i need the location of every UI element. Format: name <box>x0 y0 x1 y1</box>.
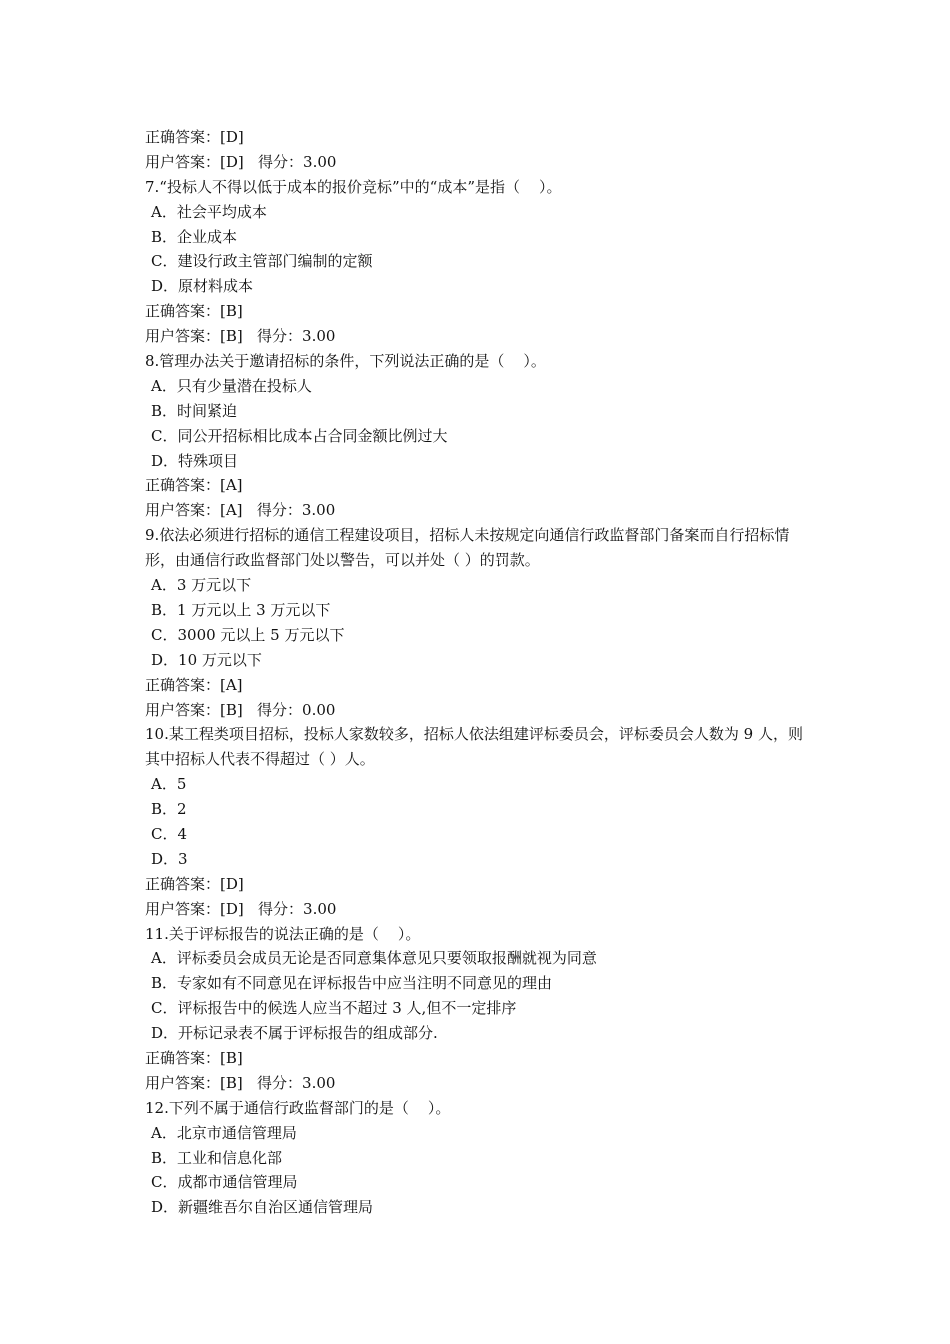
question-stem: 11.关于评标报告的说法正确的是（ ）。 <box>145 924 421 943</box>
option-a: A．3 万元以下 <box>151 576 252 595</box>
document-page <box>145 125 815 1220</box>
correct-answer: 正确答案：[D] <box>145 128 244 146</box>
option-a: A．社会平均成本 <box>151 202 267 221</box>
option-c: C．同公开招标相比成本占合同金额比例过大 <box>151 426 448 445</box>
option-a: A．评标委员会成员无论是否同意集体意见只要领取报酬就视为同意 <box>151 949 597 968</box>
question-stem: 7.“投标人不得以低于成本的报价竞标”中的“成本”是指（ ）。 <box>145 177 562 196</box>
option-b: B．时间紧迫 <box>151 401 238 420</box>
correct-answer: 正确答案：[A] <box>145 675 243 694</box>
correct-answer: 正确答案：[A] <box>145 476 243 495</box>
option-a: A．只有少量潜在投标人 <box>151 376 312 395</box>
user-answer-score: 用户答案：[D] 得分：3.00 <box>145 899 337 918</box>
user-answer-score: 用户答案：[B] 得分：3.00 <box>145 1073 336 1092</box>
option-d: D．10 万元以下 <box>151 650 262 669</box>
option-d: D．特殊项目 <box>151 451 239 470</box>
user-answer-score: 用户答案：[B] 得分：0.00 <box>145 700 336 719</box>
option-d: D．新疆维吾尔自治区通信管理局 <box>151 1198 374 1217</box>
option-b: B．企业成本 <box>151 227 238 246</box>
user-answer-score: 用户答案：[B] 得分：3.00 <box>145 327 336 346</box>
question-stem: 10.某工程类项目招标，投标人家数较多，招标人依法组建评标委员会，评标委员会人数为 9 人，则其中招标人代表不得超过（ ）人。 <box>145 725 803 769</box>
option-c: C．建设行政主管部门编制的定额 <box>151 252 373 271</box>
option-a: A．5 <box>151 775 187 794</box>
option-c: C．成都市通信管理局 <box>151 1173 298 1192</box>
question-stem: 12.下列不属于通信行政监督部门的是（ ）。 <box>145 1098 451 1117</box>
option-c: C．评标报告中的候选人应当不超过 3 人,但不一定排序 <box>151 999 517 1018</box>
option-b: B．2 <box>151 800 187 819</box>
option-b: B．1 万元以上 3 万元以下 <box>151 600 331 619</box>
option-a: A．北京市通信管理局 <box>151 1123 297 1142</box>
correct-answer: 正确答案：[B] <box>145 302 243 321</box>
option-d: D．3 <box>151 849 188 868</box>
user-answer-score: 用户答案：[A] 得分：3.00 <box>145 501 336 520</box>
user-answer-score: 用户答案：[D] 得分：3.00 <box>145 152 337 171</box>
option-c: C．3000 元以上 5 万元以下 <box>151 625 345 644</box>
correct-answer: 正确答案：[B] <box>145 1049 243 1068</box>
question-stem: 8.管理办法关于邀请招标的条件，下列说法正确的是（ ）。 <box>145 352 546 371</box>
option-d: D．开标记录表不属于评标报告的组成部分. <box>151 1024 438 1043</box>
option-b: B．工业和信息化部 <box>151 1148 283 1167</box>
option-d: D．原材料成本 <box>151 277 254 296</box>
correct-answer: 正确答案：[D] <box>145 874 244 893</box>
option-b: B．专家如有不同意见在评标报告中应当注明不同意见的理由 <box>151 974 553 993</box>
option-c: C．4 <box>151 825 188 843</box>
question-stem: 9.依法必须进行招标的通信工程建设项目，招标人未按规定向通信行政监督部门备案而自行招标情形，由通信行政监督部门处以警告，可以并处（ ）的罚款。 <box>145 526 790 570</box>
